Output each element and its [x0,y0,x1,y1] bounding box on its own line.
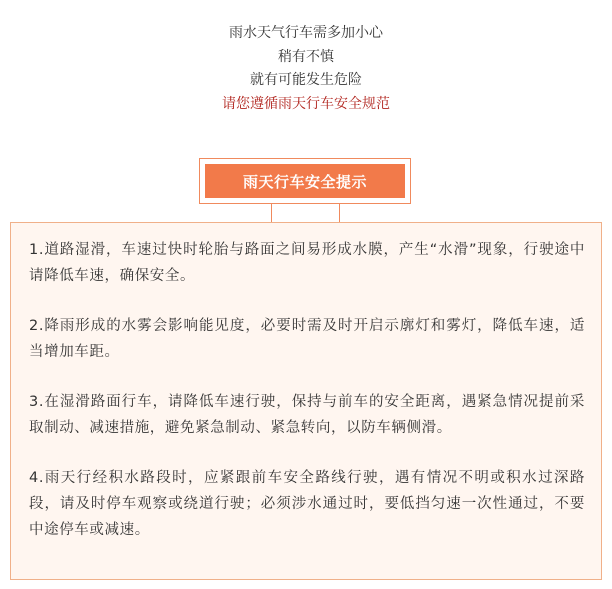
banner-title: 雨天行车安全提示 [242,172,367,191]
tip-item-2: 2.降雨形成的水雾会影响能见度，必要时需及时开启示廓灯和雾灯，降低车速，适当增加车距。 [29,318,585,360]
tip-item-3: 3.在湿滑路面行车，请降低车速行驶，保持与前车的安全距离，遇紧急情况提前采取制动、减速措施，避免紧急制动、紧急转向，以防车辆侧滑。 [29,394,585,436]
intro-text [0,22,612,116]
intro-line-2: 稍有不慎 [278,48,334,65]
tips-panel [10,222,602,580]
intro-line-1: 雨水天气行车需多加小心 [229,25,383,41]
section-banner [205,164,405,198]
intro-line-4-highlight: 请您遵循雨天行车安全规范 [222,95,390,112]
tip-item-1: 1.道路湿滑，车速过快时轮胎与路面之间易形成水膜，产生“水滑”现象，行驶途中请降低车速，确保安全。 [29,242,585,284]
intro-line-3: 就有可能发生危险 [250,72,362,88]
tip-item-4: 4.雨天行经积水路段时，应紧跟前车安全路线行驶，遇有情况不明或积水过深路段，请及时停车观察或绕道行驶；必须涉水通过时，要低挡匀速一次性通过，不要中途停车或减速。 [29,470,585,538]
